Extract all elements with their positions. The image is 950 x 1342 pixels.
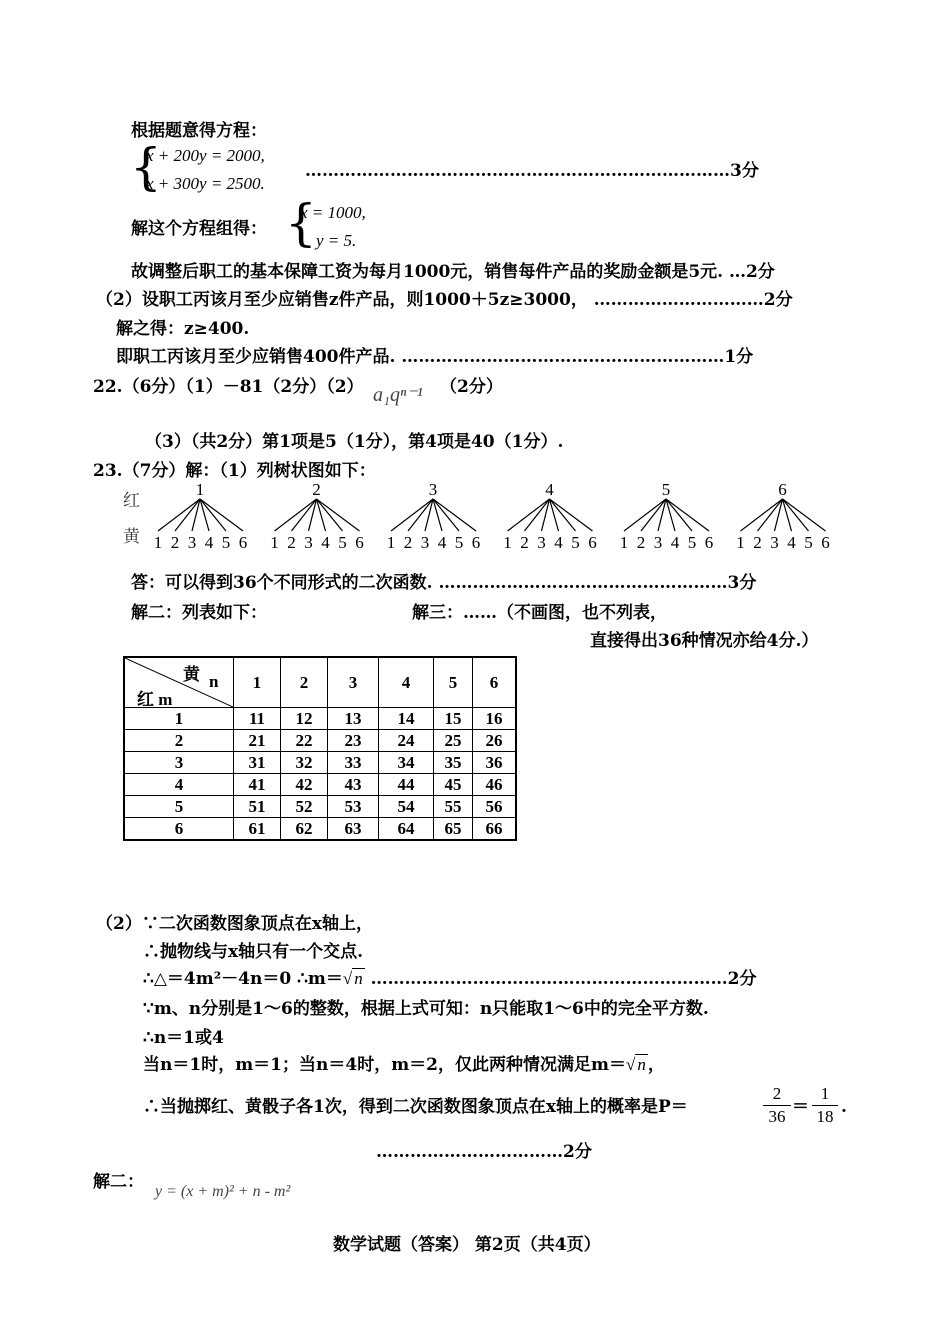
fraction-numerator: 2: [772, 1084, 782, 1103]
tree-leaf-label: 5: [687, 533, 697, 552]
table-cell: 15: [434, 708, 473, 730]
table-cell: 51: [234, 796, 281, 818]
column-header: 5: [434, 657, 473, 708]
row-label: 1: [124, 708, 234, 730]
table-row: [124, 752, 516, 774]
table-cell: 11: [234, 708, 281, 730]
outcome-table: [123, 656, 517, 841]
tree-leaf-label: 1: [153, 533, 163, 552]
q22-line2: （3）（共2分）第1项是5（1分），第4项是40（1分）.: [145, 432, 564, 452]
tree-branch-6: [736, 480, 830, 552]
tree-root-label: 2: [312, 480, 321, 499]
corner-n-label: n: [209, 672, 219, 691]
table-cell: 36: [473, 752, 517, 774]
solution-brace: {: [285, 194, 317, 252]
row-label: 2: [124, 730, 234, 752]
tree-leaf-label: 6: [238, 533, 248, 552]
tree-leaf-label: 4: [204, 533, 214, 552]
table-cell: 32: [281, 752, 328, 774]
score-dots-1: …………………………………………………………………3分: [305, 161, 759, 181]
method2-label: 解二：列表如下：: [131, 603, 267, 623]
table-header-row: [124, 657, 516, 708]
tree-leaf-label: 4: [787, 533, 796, 552]
tree-leaf-label: 2: [170, 533, 180, 552]
table-row: [124, 708, 516, 730]
tree-leaf-label: 2: [753, 533, 762, 552]
tree-root-label: 5: [661, 480, 671, 499]
sqrt-n: √ n: [342, 969, 363, 988]
tree-branch-4: [503, 480, 597, 552]
answer2-text: 即职工丙该月至少应销售400件产品. …………………………………………………1分: [116, 347, 754, 367]
column-header: 6: [473, 657, 517, 708]
q22-line1: 22.（6分）（1）－81（2分）（2）: [93, 377, 364, 397]
tree-leaf-label: 6: [588, 533, 597, 552]
fraction-2-36: [763, 1084, 791, 1127]
dots-final: ……………………………2分: [376, 1142, 592, 1162]
table-corner-cell: [124, 657, 234, 708]
p2-line6-comma: ，: [647, 1055, 665, 1075]
tree-leaf-label: 3: [304, 533, 313, 552]
p2-line5: ∴n＝1或4: [143, 1028, 224, 1048]
table-cell: 35: [434, 752, 473, 774]
tree-leaf-label: 5: [454, 533, 464, 552]
p2-line3-text: ∴△＝4m²－4n＝0 ∴m＝: [143, 969, 343, 989]
table-row: [124, 796, 516, 818]
tree-leaf-label: 5: [571, 533, 580, 552]
row-label: 3: [124, 752, 234, 774]
p2-line4: ∵m、n分别是1～6的整数，根据上式可知：n只能取1～6中的完全平方数.: [143, 999, 709, 1019]
tree-leaf-label: 3: [537, 533, 546, 552]
fraction-numerator: 1: [820, 1084, 830, 1103]
sqrt-radicand-2: n: [637, 1055, 646, 1074]
equals-sign: ＝: [792, 1097, 809, 1117]
tree-leaf-label: 6: [821, 533, 830, 552]
table-cell: 46: [473, 774, 517, 796]
tree-red-label: 红: [123, 491, 140, 511]
equation-brace: {: [130, 138, 162, 196]
p2-line6: [143, 1054, 665, 1076]
tree-leaf-label: 1: [736, 533, 745, 552]
equation-1: x + 200y = 2000,: [146, 146, 265, 165]
tree-leaf-label: 1: [386, 533, 396, 552]
tree-root-label: 4: [545, 480, 554, 499]
p2-line3: [143, 968, 757, 990]
fraction-bar: [812, 1105, 838, 1106]
table-cell: 62: [281, 818, 328, 841]
conclusion-text: 故调整后职工的基本保障工资为每月1000元，销售每件产品的奖励金额是5元. …2分: [131, 262, 775, 282]
solve-label: 解这个方程组得：: [131, 219, 267, 239]
tree-leaf-label: 4: [437, 533, 447, 552]
tree-leaf-label: 3: [187, 533, 197, 552]
tree-leaf-label: 1: [503, 533, 512, 552]
tree-leaf-label: 4: [670, 533, 680, 552]
tree-yellow-label: 黄: [123, 527, 140, 547]
table-row: [124, 730, 516, 752]
tree-leaf-label: 2: [636, 533, 646, 552]
p2-line7: ∴当抛掷红、黄骰子各1次，得到二次函数图象顶点在x轴上的概率是P＝: [143, 1097, 688, 1117]
column-header: 1: [234, 657, 281, 708]
tree-leaf-label: 6: [471, 533, 481, 552]
tree-leaf-label: 6: [704, 533, 714, 552]
tree-leaf-label: 5: [338, 533, 347, 552]
column-header: 2: [281, 657, 328, 708]
page-footer: 数学试题（答案） 第2页（共4页）: [333, 1235, 601, 1255]
table-cell: 25: [434, 730, 473, 752]
table-cell: 34: [379, 752, 434, 774]
solution-2: y = 5.: [316, 231, 357, 250]
p2-line6-text: 当n＝1时，m＝1；当n＝4时，m＝2，仅此两种情况满足m＝: [143, 1055, 626, 1075]
tree-leaf-label: 4: [554, 533, 563, 552]
table-cell: 66: [473, 818, 517, 841]
table-cell: 31: [234, 752, 281, 774]
table-cell: 23: [328, 730, 379, 752]
tree-leaf-label: 3: [653, 533, 663, 552]
tree-leaf-label: 2: [403, 533, 413, 552]
table-cell: 42: [281, 774, 328, 796]
alt-formula: y = (x + m)² + n - m²: [155, 1183, 291, 1200]
table-cell: 55: [434, 796, 473, 818]
tree-branch-3: [387, 480, 481, 552]
table-cell: 53: [328, 796, 379, 818]
q22-formula: a₁qⁿ⁻¹: [373, 384, 423, 406]
table-cell: 22: [281, 730, 328, 752]
method3-continued: 直接得出36种情况亦给4分.）: [590, 631, 819, 651]
table-cell: 52: [281, 796, 328, 818]
table-cell: 54: [379, 796, 434, 818]
table-row: [124, 774, 516, 796]
tree-leaf-label: 4: [321, 533, 330, 552]
part2-text: （2）设职工丙该月至少应销售z件产品，则1000＋5z≥3000， …………………………2分: [96, 290, 793, 310]
tree-leaf-label: 3: [420, 533, 430, 552]
tree-branch-5: [620, 480, 714, 552]
p2-line3-dots: ………………………………………………………2分: [370, 969, 757, 989]
table-cell: 61: [234, 818, 281, 841]
corner-left-label: 红 m: [137, 690, 173, 709]
q22-points: （2分）: [440, 377, 503, 397]
tree-branch-2: [270, 480, 364, 552]
alt-label: 解二：: [93, 1172, 144, 1192]
table-cell: 12: [281, 708, 328, 730]
table-cell: 44: [379, 774, 434, 796]
tree-leaf-label: 1: [619, 533, 629, 552]
table-cell: 45: [434, 774, 473, 796]
sqrt-n-2: √ n: [626, 1055, 646, 1074]
tree-leaf-label: 5: [221, 533, 231, 552]
table-cell: 21: [234, 730, 281, 752]
tree-root-label: 3: [428, 480, 438, 499]
table-cell: 16: [473, 708, 517, 730]
corner-top-label: 黄: [183, 665, 200, 684]
tree-branch-1: [154, 480, 248, 552]
table-cell: 13: [328, 708, 379, 730]
tree-root-label: 1: [195, 480, 205, 499]
fraction-denominator: 18: [816, 1107, 834, 1126]
tree-leaf-label: 1: [270, 533, 279, 552]
row-label: 5: [124, 796, 234, 818]
table-row: [124, 818, 516, 841]
fraction-bar: [763, 1105, 791, 1106]
tree-diagram: [0, 478, 950, 556]
table-cell: 56: [473, 796, 517, 818]
p2-line2: ∴抛物线与x轴只有一个交点.: [143, 942, 364, 962]
fraction-denominator: 36: [768, 1107, 786, 1126]
tree-leaf-label: 5: [804, 533, 813, 552]
table-cell: 33: [328, 752, 379, 774]
table-cell: 26: [473, 730, 517, 752]
solve2-text: 解之得：z≥400.: [116, 319, 250, 339]
column-header: 3: [328, 657, 379, 708]
answer-line: 答：可以得到36个不同形式的二次函数. ……………………………………………3分: [131, 573, 757, 593]
table-cell: 65: [434, 818, 473, 841]
row-label: 6: [124, 818, 234, 841]
intro-text: 根据题意得方程：: [131, 121, 267, 141]
q23-heading: 23.（7分）解：（1）列树状图如下：: [93, 461, 376, 481]
period: .: [841, 1097, 847, 1117]
tree-leaf-label: 2: [520, 533, 529, 552]
table-cell: 41: [234, 774, 281, 796]
column-header: 4: [379, 657, 434, 708]
method3-label: 解三：……（不画图，也不列表，: [412, 603, 667, 623]
tree-leaf-label: 6: [355, 533, 364, 552]
tree-leaf-label: 2: [287, 533, 296, 552]
solution-1: x = 1000,: [300, 203, 366, 222]
table-cell: 43: [328, 774, 379, 796]
tree-root-label: 6: [778, 480, 787, 499]
table-cell: 64: [379, 818, 434, 841]
table-cell: 14: [379, 708, 434, 730]
table-cell: 63: [328, 818, 379, 841]
p2-line1: （2）∵二次函数图象顶点在x轴上，: [96, 914, 373, 934]
tree-leaf-label: 3: [770, 533, 779, 552]
fraction-1-18: [812, 1084, 838, 1127]
table-cell: 24: [379, 730, 434, 752]
sqrt-radicand: n: [354, 969, 363, 988]
equation-2: x + 300y = 2500.: [146, 174, 265, 193]
row-label: 4: [124, 774, 234, 796]
